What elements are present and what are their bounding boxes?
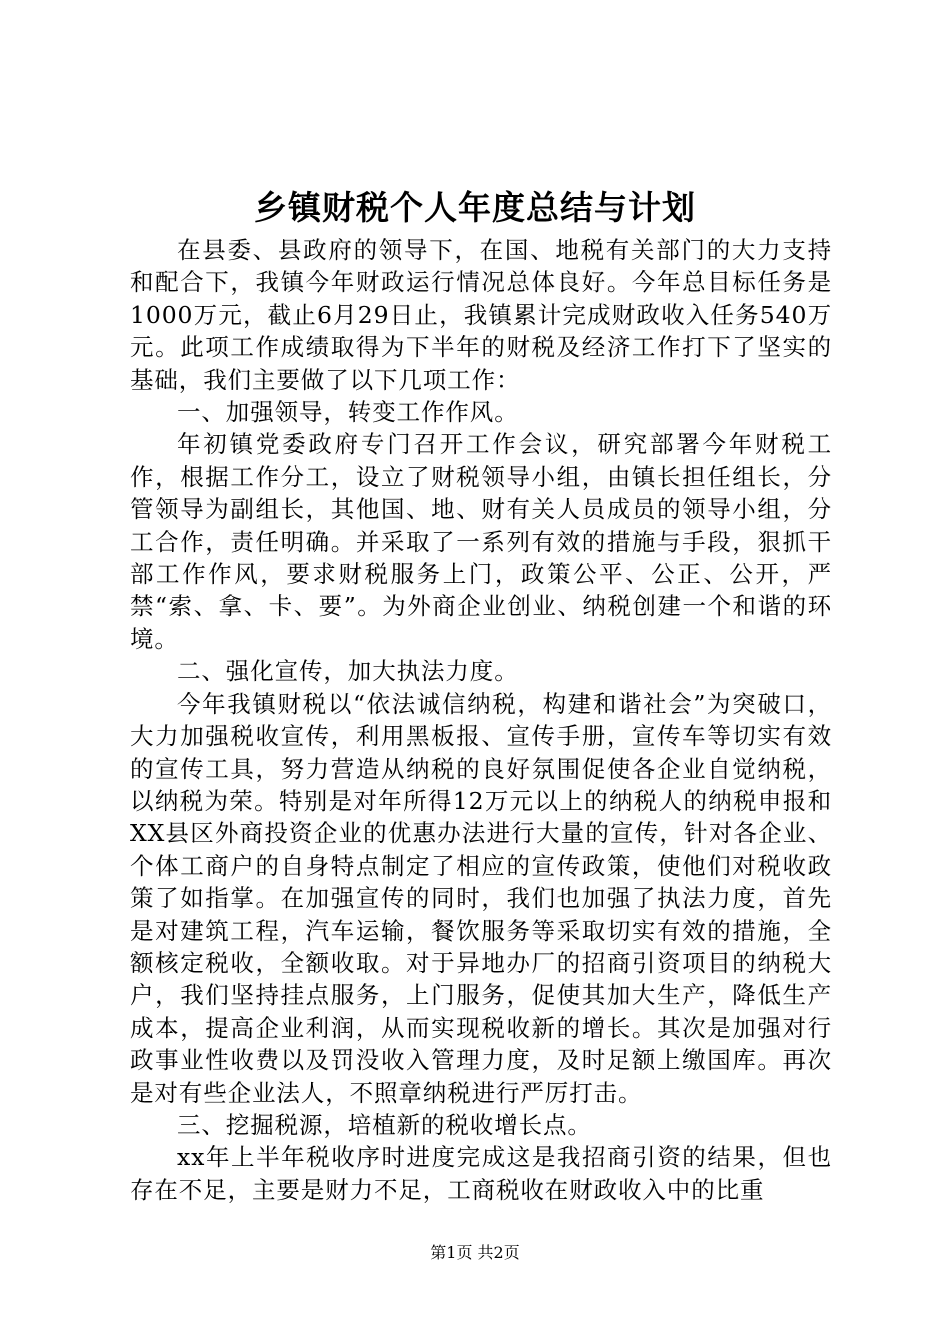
section-paragraph-2: 今年我镇财税以“依法诚信纳税，构建和谐社会”为突破口，大力加强税收宣传，利用黑板报、宣传手册，宣传车等切实有效的宣传工具，努力营造从纳税的良好氛围促使各企业自觉纳税，以纳税为荣。特别是对年所得12万元以上的纳税人的纳税申报和XX县区外商投资企业的优惠办法进行大量的宣传，针对各企业、个体工商户的自身特点制定了相应的宣传政策，使他们对税收政策了如指掌。在加强宣传的同时，我们也加强了执法力度，首先是对建筑工程，汽车运输，餐饮服务等采取切实有效的措施，全额核定税收，全额收取。对于异地办厂的招商引资项目的纳税大户，我们坚持挂点服务，上门服务，促使其加大生产，降低生产成本，提高企业利润，从而实现税收新的增长。其次是加强对行政事业性收费以及罚没收入管理力度，及时足额上缴国库。再次是对有些企业法人，不照章纳税进行严厉打击。: [130, 689, 832, 1107]
section-paragraph-3: xx年上半年税收序时进度完成这是我招商引资的结果，但也存在不足，主要是财力不足，工商税收在财政收入中的比重: [130, 1143, 832, 1204]
intro-paragraph: 在县委、县政府的领导下，在国、地税有关部门的大力支持和配合下，我镇今年财政运行情况总体良好。今年总目标任务是1000万元，截止6月29日止，我镇累计完成财政收入任务540万元。此项工作成绩取得为下半年的财税及经济工作打下了坚实的基础，我们主要做了以下几项工作：: [130, 236, 832, 394]
document-title: 乡镇财税个人年度总结与计划: [254, 188, 696, 227]
document-body: [130, 234, 832, 1206]
section-heading-1: 一、加强领导，转变工作作风。: [177, 398, 519, 427]
section-paragraph-1: 年初镇党委政府专门召开工作会议，研究部署今年财税工作，根据工作分工，设立了财税领导小组，由镇长担任组长，分管领导为副组长，其他国、地、财有关人员成员的领导小组，分工合作，责任明确。并采取了一系列有效的措施与手段，狠抓干部工作作风，要求财税服务上门，政策公平、公正、公开，严禁“索、拿、卡、要”。为外商企业创业、纳税创建一个和谐的环境。: [130, 430, 832, 653]
page-number-footer: 第1页 共2页: [430, 1243, 520, 1262]
section-heading-3: 三、挖掘税源，培植新的税收增长点。: [177, 1110, 592, 1139]
section-heading-2: 二、强化宣传，加大执法力度。: [177, 657, 519, 686]
